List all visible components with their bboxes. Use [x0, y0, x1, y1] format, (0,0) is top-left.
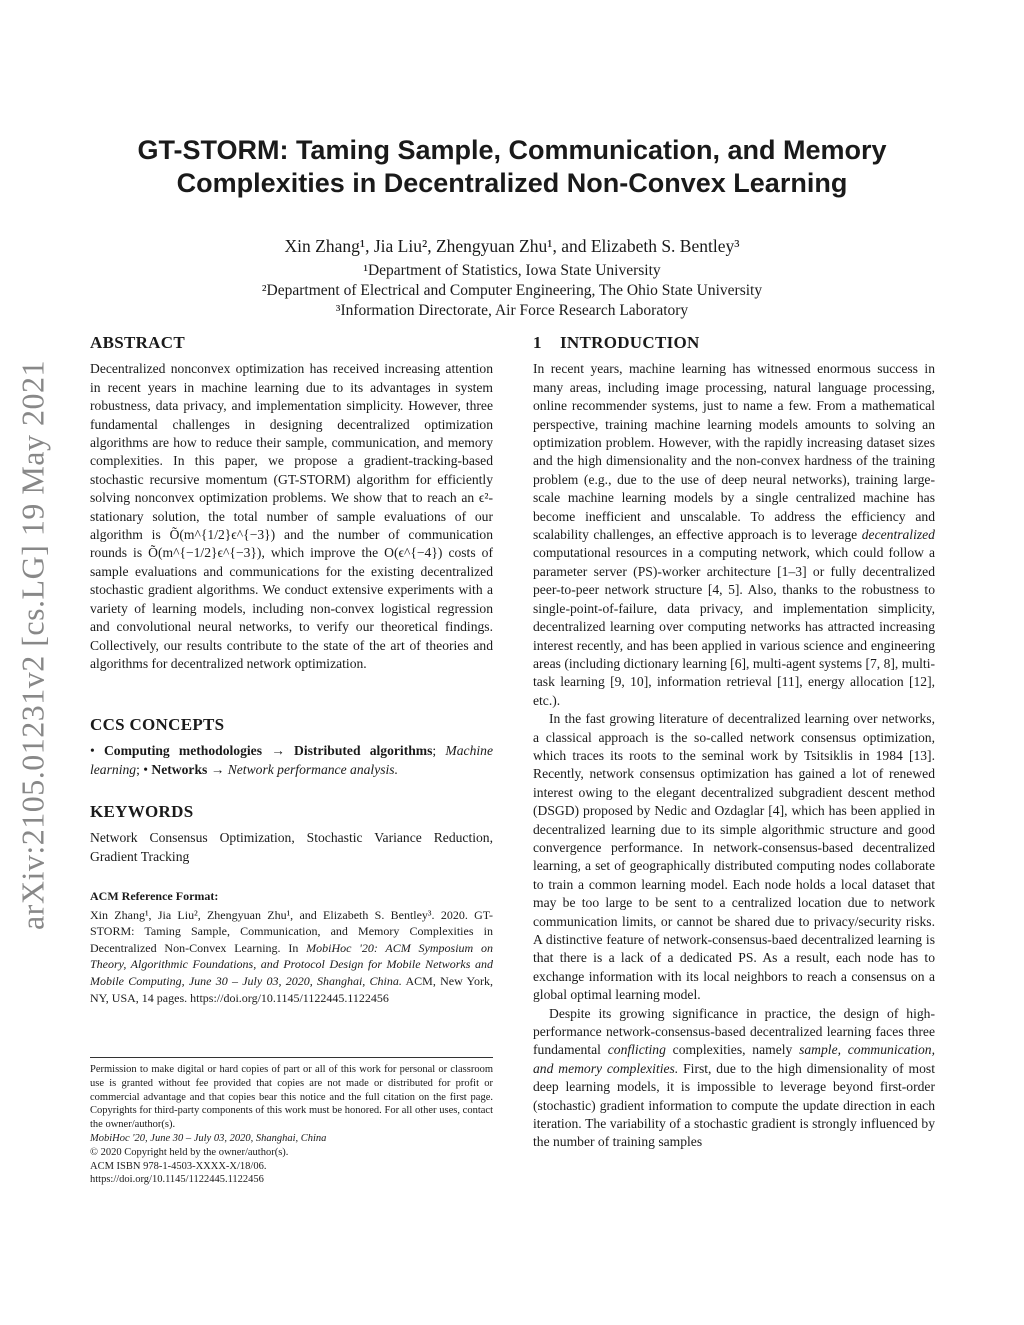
intro-p1-start: In recent years, machine learning has witnessed enormous success in many areas, including image processing, natural language processing, online recommender systems, just to name a few. From a mathematical perspective, training machine learning models amounts to solving an optimization problem. However, with the rapidly increasing dataset sizes and the high dimensionality and the non-convex hardness of the training problem (e.g., due to the use of deep neural networks), training large-scale machine learning models by a single centralized machine has become inefficient and unscalable. To address the efficiency and scalability challenges, an effective approach is to leverage — [533, 361, 935, 543]
keywords-heading: KEYWORDS — [90, 802, 194, 821]
intro-p1-end: computational resources in a computing network, which could follow a parameter server (PS)-worker architecture [1–3] or fully decentralized peer-to-peer network structure [4, 5]. Also, thanks to the robustness to single-point-of-failure, data privacy, and implementation simplicity, decentralized learning over computing networks has attracted increasing interest recently, and has been applied in various science and engineering areas (including dictionary learning [6], multi-agent systems [7, 8], multi-task learning [9, 10], information retrieval [11], energy allocation [12], etc.). — [533, 545, 935, 708]
acm-reference-publisher: ACM, New York, NY, USA, 14 pages. https://doi.org/10.1145/1122445.1122456 — [90, 973, 493, 1005]
isbn-line: ACM ISBN 978-1-4503-XXXX-X/18/06. — [90, 1160, 267, 1172]
acm-reference-venue: MobiHoc '20: ACM Symposium on Theory, Algorithmic Foundations, and Protocol Design for Mobile Networks and Mobile Computing, June 30 – July 03, 2020, Shanghai, China. — [90, 940, 494, 988]
title-line-2: Complexities in Decentralized Non-Convex Learning — [176, 168, 848, 198]
ccs-item-2-sub: Network performance analysis. — [227, 761, 398, 777]
abstract-heading: ABSTRACT — [90, 333, 185, 352]
intro-p3-end: First, due to the high dimensionality of most deep learning models, it is impossible to leverage beyond first-order (stochastic) gradient information to compute the update direction in each iteration. The variability of a stochastic gradient is strongly influenced by the number of training samples — [533, 1060, 935, 1150]
author-list: Xin Zhang¹, Jia Liu², Zhengyuan Zhu¹, and Elizabeth S. Bentley³ — [284, 236, 740, 256]
copyright-line: © 2020 Copyright held by the owner/author(s). — [90, 1146, 289, 1158]
ccs-text: • Computing methodologies → Distributed algorithms; Machine learning; • Networks → Network performance analysis. — [90, 743, 493, 777]
introduction-section — [533, 334, 935, 1152]
ccs-item-1-sub: Machine learning — [90, 743, 493, 777]
intro-paragraph-2: In the fast growing literature of decentralized learning over networks, a classical approach is the so-called network consensus optimization, which traces its roots to the seminal work by Tsitsiklis in 1984 [13]. Recently, network consensus optimization has gained a lot of renewed interest owing to the elegant decentralized subgradient descent method (DSGD) proposed by Nedic and Ozdaglar [4], which has been applied in decentralized learning due to its simple algorithmic structure and good convergence performance. In network-consensus-based decentralized learning, a set of geographically distributed computing nodes collaborate to train a common learning model. Each node holds a local dataset that may be too large to be sent to a centralized location due to network communication limits, or cannot be shared due to privacy/security risks. A distinctive feature of network-consensus-baed decentralized learning is that there is a lack of a dedicated PS. As a result, each node has to exchange information with its local neighbors to reach a consensus on a global optimal learning model. — [533, 711, 935, 1003]
acm-reference-heading: ACM Reference Format: — [90, 889, 219, 903]
permission-text: Permission to make digital or hard copies of part or all of this work for personal or classroom use is granted without fee provided that copies are not made or distributed for profit or commercial advantage and that copies bear this notice and the full citation on the first page. Copyrights for third-party components of this work must be honored. For all other uses, contact the owner/author(s). — [90, 1064, 493, 1131]
intro-p3-emphasis-2: sample, communication, and memory complexities. — [533, 1042, 935, 1076]
ccs-item-1: Computing methodologies → Distributed algorithms — [103, 743, 433, 759]
doi-line: https://doi.org/10.1145/1122445.1122456 — [90, 1174, 264, 1186]
keywords-section — [90, 803, 493, 866]
introduction-heading: 1 INTRODUCTION — [533, 333, 700, 352]
arxiv-stamp — [8, 345, 58, 945]
ccs-heading: CCS CONCEPTS — [90, 715, 225, 734]
intro-paragraph-3 — [533, 1005, 935, 1152]
acm-reference-authors: Xin Zhang¹, Jia Liu², Zhengyuan Zhu¹, and Elizabeth S. Bentley³. 2020. GT-STORM: Taming Sample, Communication, and Memory Complexities in Decentralized Non-Convex Learning. In — [90, 907, 493, 955]
intro-p3-start: Despite its growing significance in practice, the design of high-performance network-consensus-based decentralized learning faces three fundamental — [533, 1005, 935, 1058]
arxiv-stamp-text: arXiv:2105.01231v2 [cs.LG] 19 May 2021 — [14, 359, 51, 931]
ccs-section — [90, 716, 493, 779]
affiliation-3: ³Information Directorate, Air Force Research Laboratory — [335, 302, 689, 319]
keywords-text: Network Consensus Optimization, Stochastic Variance Reduction, Gradient Tracking — [90, 830, 493, 864]
affiliation-1: ¹Department of Statistics, Iowa State University — [363, 262, 661, 279]
intro-p3-emphasis-1: conflicting — [607, 1042, 666, 1058]
footnote-divider — [90, 1057, 493, 1058]
paper-title — [80, 134, 944, 200]
intro-p1-emphasis: decentralized — [861, 527, 935, 543]
abstract-section — [90, 334, 493, 673]
intro-paragraph-1 — [533, 360, 935, 710]
intro-p3-mid: complexities, namely — [672, 1042, 793, 1058]
abstract-text: Decentralized nonconvex optimization has received increasing attention in recent years in machine learning due to its advantages in system robustness, data privacy, and implementation simplicity. However, three fundamental challenges in designing decentralized optimization algorithms are how to reduce their sample, communication, and memory complexities. In this paper, we propose a gradient-tracking-based stochastic recursive momentum (GT-STORM) algorithm for efficiently solving nonconvex optimization problems. We show that to reach an ϵ²-stationary solution, the total number of sample evaluations of our algorithm is Õ(m^{1/2}ϵ^{−3}) and the number of communication rounds is Õ(m^{−1/2}ϵ^{−3}), which improve the O(ϵ^{−4}) costs of sample evaluations and communications for the existing decentralized stochastic gradient algorithms. We conduct extensive experiments with a variety of learning models, including non-convex logistical regression and convolutional neural networks, to verify our theoretical findings. Collectively, our results contribute to the state of the art of theories and algorithms for decentralized network optimization. — [90, 361, 493, 671]
acm-reference — [90, 888, 493, 1006]
ccs-item-2: Networks — [151, 761, 208, 777]
conference-line: MobiHoc '20, June 30 – July 03, 2020, Shanghai, China — [90, 1132, 327, 1144]
title-line-1: GT-STORM: Taming Sample, Communication, and Memory — [137, 135, 887, 165]
permission-footnote — [90, 1063, 493, 1187]
acm-reference-text — [90, 907, 493, 1007]
affiliation-2: ²Department of Electrical and Computer Engineering, The Ohio State University — [261, 282, 763, 299]
